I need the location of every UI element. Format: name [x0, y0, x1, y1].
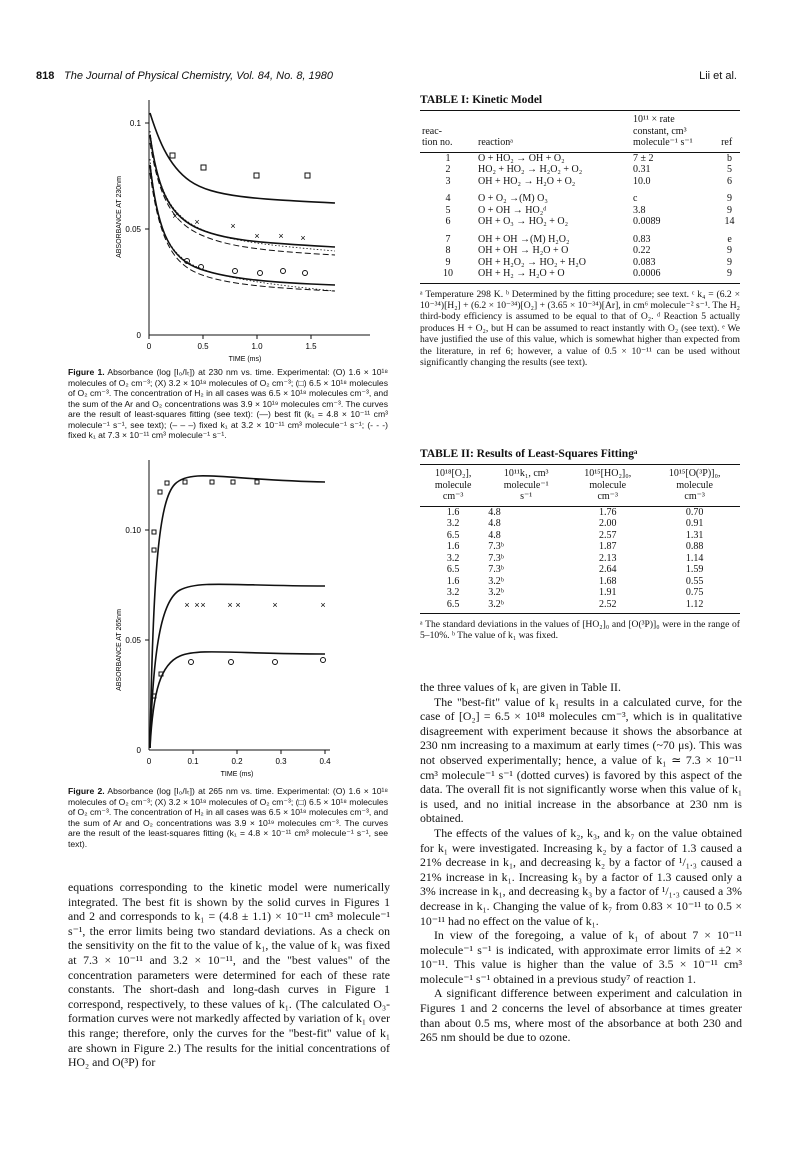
table-row	[420, 164, 740, 176]
table-cell: 0.0006	[633, 268, 661, 279]
table-row	[420, 530, 740, 542]
figure-2-plot	[105, 450, 395, 780]
running-authors: Lii et al.	[699, 70, 737, 82]
paragraph: The "best-fit" value of k₁ results in a calculated curve, for the case of [O₂] = 6.5 × 10¹⁸ molecules cm⁻³, which is in qualitative disagreement with experiment because it shows the absorbance at 230 nm increasing to a maximum at early times (~70 μs). This was not observed experimentally; hence, a value of k₁ ≃ 7.3 × 10⁻¹¹ cm³ molecule⁻¹ s⁻¹ (dotted curves) is favored by this aspect of the data. The overall fit is not significantly worse when this value of k₁ is used, and no initial increase in the absorbance at 230 nm is obtained.	[420, 694, 742, 826]
table-cell: 6.5	[446, 529, 460, 541]
fig1-ytick: 0.1	[129, 119, 141, 128]
table-2-header: 10¹⁵[O(³P)]₀, molecule cm⁻³	[668, 468, 721, 502]
table-cell: 7.3ᵇ	[488, 564, 504, 575]
fig2-xtick: 0.3	[275, 757, 287, 766]
paragraph: equations corresponding to the kinetic model were numerically integrated. The best fit is shown by the solid curves in Figures 1 and 2 and corresponds to k₁ = (4.8 ± 1.1) × 10⁻¹¹ cm³ molecule⁻¹ s⁻¹, the error limits being two standard deviations. As a check on the sensitivity on the fit to the value of k₁, the value of k₁ was fixed at 7.3 × 10⁻¹¹ and 3.2 × 10⁻¹¹, and the "best values" of the concentration parameters were determined for each of these rate constants. The short-dash and long-dash curves in Figure 1 correspond, respectively, to these values of k₁. (The calculated O₃-formation curves were not markedly affected by variation of k₁ over this range; therefore, only the curves for the "best-fit" value of k₁ are shown in Figure 2.) The results for the initial concentrations of HO₂ and O(³P) for	[68, 880, 390, 1070]
table-cell: 1.76	[598, 506, 617, 518]
table-cell: OH + OH →(M) H₂O₂	[478, 233, 570, 245]
table-cell: 0.22	[633, 245, 651, 256]
table-cell: 3.2	[446, 587, 460, 598]
fig2-xtick: 0	[146, 757, 152, 766]
table-cell: 7.3ᵇ	[488, 552, 504, 564]
table-cell: 3	[445, 175, 451, 187]
svg-text:×: ×	[230, 221, 236, 231]
fig1-curve-square	[150, 113, 335, 203]
table-cell: 3.2	[446, 552, 460, 564]
svg-text:×: ×	[235, 600, 241, 610]
fig2-xtick: 0.2	[231, 757, 243, 766]
table-cell: e	[727, 233, 732, 245]
svg-text:×: ×	[320, 600, 326, 610]
fig2-curve-square	[150, 476, 325, 748]
table-cell: 9	[727, 245, 733, 256]
table-cell: OH + H₂ → H₂O + O	[478, 268, 565, 279]
table-2-header: 10¹¹k₁, cm³ molecule⁻¹ s⁻¹	[503, 468, 549, 502]
table-row	[420, 228, 740, 246]
fig2-xlabel: TIME (ms)	[220, 771, 254, 778]
table-cell: 3.2ᵇ	[488, 575, 504, 587]
table-cell: 1.68	[598, 575, 617, 587]
fig1-ytick: 0.05	[125, 225, 141, 234]
right-column-text	[420, 680, 742, 1045]
table-row	[420, 599, 740, 611]
table-cell: 14	[724, 216, 735, 227]
table-cell: 0.75	[685, 587, 704, 598]
table-2-grid	[420, 465, 740, 610]
table-row	[420, 506, 740, 518]
table-2	[420, 448, 740, 642]
table-cell: c	[633, 193, 638, 204]
fig2-xtick: 0.4	[319, 757, 331, 766]
table-cell: 1.6	[446, 575, 460, 587]
table-cell: 6	[727, 175, 733, 187]
table-row	[420, 587, 740, 599]
table-1-header: 10¹¹ × rate constant, cm³ molecule⁻¹ s⁻¹	[633, 114, 693, 148]
table-row	[420, 257, 740, 269]
table-cell: HO₂ + HO₂ → H₂O₂ + O₂	[478, 164, 583, 175]
figure-1-plot	[105, 95, 395, 365]
table-cell: 0.55	[685, 575, 704, 587]
svg-text:×: ×	[200, 600, 206, 610]
table-cell: 1.31	[685, 529, 704, 541]
svg-text:×: ×	[300, 233, 306, 243]
table-cell: 1.6	[446, 506, 460, 518]
fig2-xtick: 0.1	[187, 757, 199, 766]
table-row	[420, 541, 740, 553]
svg-text:×: ×	[254, 231, 260, 241]
fig1-xtick: 1.0	[251, 342, 263, 351]
paragraph: A significant difference between experiment and calculation in Figures 1 and 2 concerns the level of absorbance at times greater than about 0.5 ms, where most of the absorbance at both 230 and 265 nm should be due to ozone.	[420, 986, 742, 1045]
table-1	[420, 94, 740, 368]
table-cell: 0.083	[633, 256, 656, 268]
table-1-header: reactionᵃ	[478, 137, 513, 148]
table-2-header: 10¹⁵[HO₂]₀, molecule cm⁻³	[584, 468, 632, 502]
table-cell: 0.83	[633, 233, 651, 245]
figure-1-caption: Figure 1. Absorbance (log [I₀/Iₜ]) at 230 nm vs. time. Experimental: (O) 1.6 × 10¹⁸ molecules of O₂ cm⁻³; (X) 3.2 × 10¹⁸ molecules of O₂ cm⁻³; (□) 6.5 × 10¹⁸ molecules of O₂ cm⁻³. The concentration of H₂ in all cases was 6.5 × 10¹⁸ molecules cm⁻³, and the sum of the Ar and O₂ concentrations was 3.9 × 10¹⁹ molecules cm⁻³. The curves are the result of least-squares fitting (see text): (—) best fit (k₁ = 4.8 × 10⁻¹¹ cm³ molecule⁻¹ s⁻¹, see text); (– – –) fixed k₁ at 3.2 × 10⁻¹¹ cm³ molecule⁻¹ s⁻¹; (- - -) fixed k₁ at 7.3 × 10⁻¹¹ cm³ molecule⁻¹ s⁻¹.	[68, 367, 388, 440]
table-row	[420, 518, 740, 530]
table-cell: 4	[445, 193, 451, 204]
table-cell: 2	[445, 164, 451, 175]
table-cell: O + O₂ →(M) O₃	[478, 193, 548, 204]
fig1-ytick: 0	[136, 331, 141, 340]
table-cell: 1.91	[598, 587, 617, 598]
table-cell: 9	[727, 256, 733, 268]
table-2-title: TABLE II: Results of Least-Squares Fittingᵃ	[420, 448, 638, 460]
table-cell: 2.00	[598, 518, 617, 529]
table-cell: 6.5	[446, 598, 460, 610]
page-number: 818	[36, 70, 55, 82]
table-cell: 6	[445, 216, 451, 227]
svg-text:×: ×	[194, 600, 200, 610]
fig1-curve-cross	[150, 135, 335, 247]
table-cell: 1.6	[446, 541, 460, 552]
table-cell: 3.2	[446, 518, 460, 529]
table-cell: 0.91	[685, 518, 704, 529]
table-cell: 3.2ᵇ	[488, 587, 504, 598]
table-cell: 0.0089	[633, 216, 661, 227]
fig2-ytick: 0.05	[125, 636, 141, 645]
table-1-header: ref	[721, 137, 733, 148]
left-column-text	[68, 880, 390, 1070]
table-row	[420, 187, 740, 205]
table-cell: 1.87	[598, 541, 617, 552]
table-cell: 1.59	[685, 564, 704, 575]
table-cell: OH + H₂O₂ → HO₂ + H₂O	[478, 256, 586, 268]
table-cell: 1.14	[685, 552, 704, 564]
table-cell: 2.64	[598, 564, 617, 575]
table-cell: OH + O₃ → HO₂ + O₂	[478, 216, 569, 227]
table-1-title: TABLE I: Kinetic Model	[420, 94, 543, 106]
table-row	[420, 564, 740, 576]
table-cell: 5	[727, 164, 733, 175]
table-cell: 4.8	[488, 529, 501, 541]
table-row	[420, 245, 740, 257]
table-1-header: reac- tion no.	[422, 125, 453, 148]
table-cell: 6.5	[446, 564, 460, 575]
table-cell: 2.52	[598, 598, 617, 610]
table-row	[420, 176, 740, 188]
table-cell: 2.57	[598, 529, 617, 541]
fig1-curve-long-dash	[150, 143, 335, 255]
table-cell: 9	[727, 204, 733, 216]
table-2-footnote: ᵃ The standard deviations in the values of [HO₂]₀ and [O(³P)]₀ were in the range of 5–10%. ᵇ The value of k₁ was fixed.	[420, 619, 740, 642]
svg-text:×: ×	[194, 217, 200, 227]
table-cell: 0.31	[633, 164, 651, 175]
fig2-curve-circle	[150, 652, 325, 748]
table-row	[420, 553, 740, 565]
table-cell: OH + HO₂ → H₂O + O₂	[478, 175, 576, 187]
paragraph: The effects of the values of k₂, k₃, and k₇ on the value obtained for k₁ were investigated. Increasing k₂ by a factor of 1.3 caused a 21% decrease in k₁, and decreasing k₂ by a factor of ¹/₁.₃ caused a 21% increase in k₁. Increasing k₃ by a factor of 1.3 caused only a 3% increase in k₁, and decreasing k₃ by a factor of ¹/₁.₃ caused a 3% decrease in k₁. Changing the value of k₇ from 0.83 × 10⁻¹¹ to 0.5 × 10⁻¹¹ had no effect on the value of k₁.	[420, 825, 742, 928]
svg-text:×: ×	[272, 600, 278, 610]
table-cell: 7.3ᵇ	[488, 541, 504, 552]
table-row	[420, 268, 740, 280]
table-1-grid	[420, 111, 740, 280]
fig2-ylabel: ABSORBANCE AT 265nm	[116, 609, 123, 691]
fig1-xtick: 0.5	[197, 342, 209, 351]
figure-2-caption: Figure 2. Absorbance (log [I₀/Iₜ]) at 265 nm vs. time. Experimental: (O) 1.6 × 10¹⁸ molecules of O₂ cm⁻³; (X) 3.2 × 10¹⁸ molecules of O₂ cm⁻³; (□) 6.5 × 10¹⁸ molecules of O₂ cm⁻³. The concentration of H₂ in all cases was 6.5 × 10¹⁸ molecules cm⁻³, and the sum of Ar and O₂ concentrations was 3.9 × 10¹⁹ molecules cm⁻³. The curves are the result of the least-squares fitting (k₁ = 4.8 × 10⁻¹¹ cm³ molecule⁻¹ s⁻¹, see text).	[68, 786, 388, 849]
table-cell: 0.88	[685, 541, 704, 552]
svg-text:×: ×	[278, 231, 284, 241]
svg-text:×: ×	[184, 600, 190, 610]
fig1-ylabel: ABSORBANCE AT 230nm	[116, 176, 123, 258]
fig1-xtick: 1.5	[305, 342, 317, 351]
table-cell: 8	[445, 245, 451, 256]
table-1-footnote: ᵃ Temperature 298 K. ᵇ Determined by the fitting procedure; see text. ᶜ k₄ = (6.2 × 10⁻³⁴)[H₂] + (6.2 × 10⁻³⁴)[O₂] + (3.65 × 10⁻³⁴)[Ar], in cm⁶ molecule⁻² s⁻¹. The H₂ third-body efficiency is assumed to be equal to that of O₂. ᵈ Reaction 5 actually produces H + O₂, but H can be assumed to react instantly with O₂ (see text). ᵉ We have justified the use of this value, which is somewhat higher than expected from the literature, in ref 6; however, a value of 0.5 × 10⁻¹¹ can be used without significantly changing the results (see text).	[420, 288, 740, 368]
table-row	[420, 576, 740, 588]
table-row	[420, 216, 740, 228]
table-cell: 3.2ᵇ	[488, 598, 504, 610]
table-cell: 10.0	[633, 175, 651, 187]
fig1-curve-circle	[150, 165, 335, 285]
table-row	[420, 205, 740, 217]
table-cell: 4.8	[488, 518, 501, 529]
table-cell: 7 ± 2	[633, 152, 654, 164]
table-cell: 10	[443, 268, 453, 279]
table-cell: O + HO₂ → OH + O₂	[478, 152, 565, 164]
table-cell: 7	[445, 233, 451, 245]
fig2-ytick: 0.10	[125, 526, 141, 535]
table-cell: 4.8	[488, 506, 501, 518]
svg-text:×: ×	[172, 211, 178, 221]
table-row	[420, 152, 740, 164]
table-cell: 2.13	[598, 552, 617, 564]
fig2-ytick: 0	[136, 746, 141, 755]
table-cell: 1.12	[685, 598, 704, 610]
paragraph: the three values of k₁ are given in Table II.	[420, 680, 621, 694]
table-cell: O + OH → HO₂ᵈ	[478, 204, 547, 216]
table-cell: 9	[727, 268, 733, 279]
table-2-header: 10¹⁸[O₂], molecule cm⁻³	[434, 468, 472, 502]
table-cell: 9	[445, 256, 451, 268]
fig1-xlabel: TIME (ms)	[228, 356, 262, 363]
table-cell: 0.70	[685, 506, 704, 518]
fig1-xtick: 0	[146, 342, 152, 351]
table-cell: b	[727, 152, 733, 164]
table-cell: OH + OH → H₂O + O	[478, 245, 569, 256]
table-cell: 9	[727, 193, 733, 204]
svg-text:×: ×	[227, 600, 233, 610]
paragraph: In view of the foregoing, a value of k₁ of about 7 × 10⁻¹¹ molecule⁻¹ s⁻¹ is indicated, with approximate error limits of ±2 × 10⁻¹¹. This value is higher than the value of 3.5 × 10⁻¹¹ cm³ molecule⁻¹ s⁻¹ obtained in a previous study⁷ of reaction 1.	[420, 928, 742, 986]
fig1-curve-dotted	[150, 131, 335, 251]
table-cell: 3.8	[633, 204, 646, 216]
journal-title: The Journal of Physical Chemistry, Vol. 84, No. 8, 1980	[64, 70, 334, 82]
table-cell: 5	[445, 204, 451, 216]
table-cell: 1	[445, 152, 451, 164]
